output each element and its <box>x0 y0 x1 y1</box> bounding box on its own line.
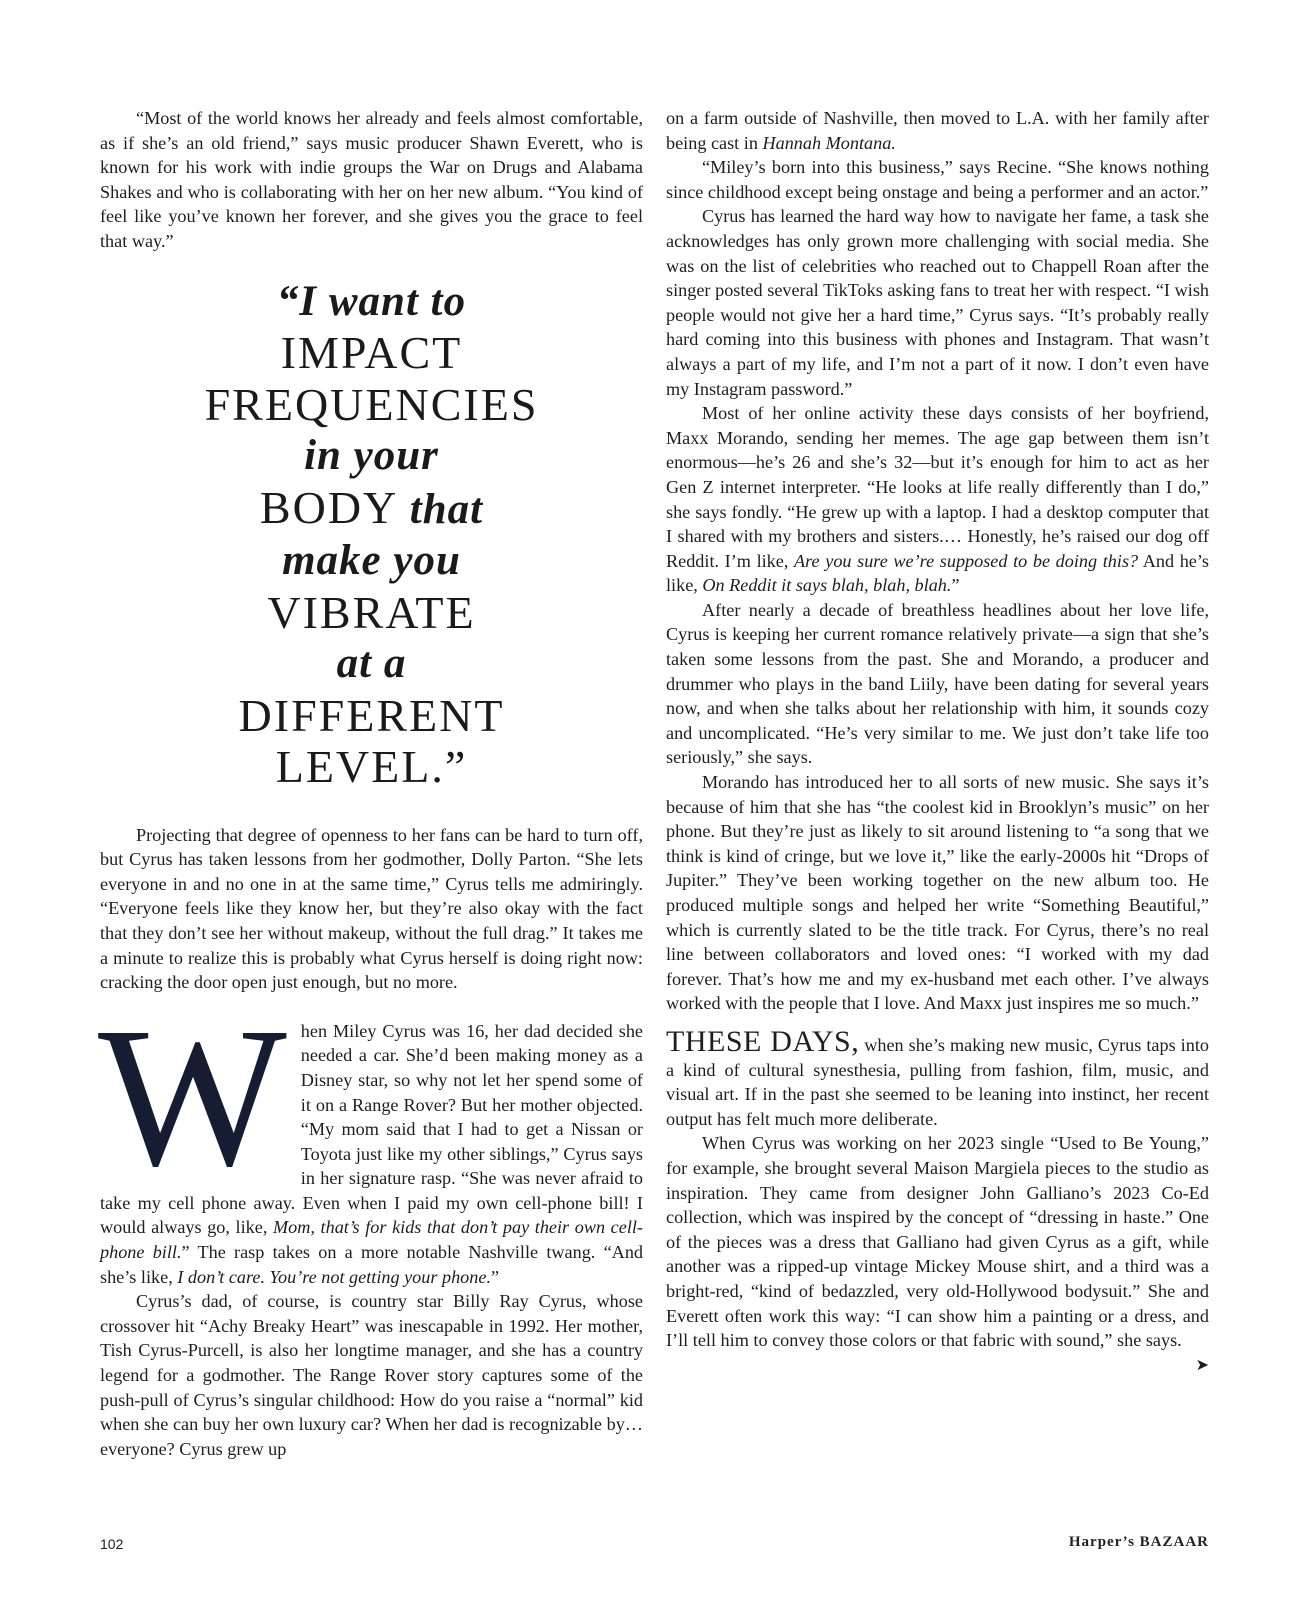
pull-quote-line-4: in your <box>304 432 439 480</box>
pull-quote-line-5b: that <box>409 485 484 533</box>
pull-quote-line-9: DIFFERENT <box>238 689 505 741</box>
section-range-rover <box>98 986 644 1290</box>
pull-quote-line-3: FREQUENCIES <box>204 378 539 430</box>
lede-caps: THESE DAYS, <box>666 1024 860 1058</box>
paragraph-billy-ray: Cyrus’s dad, of course, is country star Billy Ray Cyrus, whose crossover hit “Achy Breaky Heart” was inescapable in 1992. Her mother, Tish Cyrus-Purcell, is also her longtime manager, and she has a country legend for a godmother. The Range Rover story captures some of the push-pull of Cyrus’s singular childhood: How do you raise a “normal” kid when she can buy her own luxury car? When her dad is recognizable by…everyone? Cyrus grew up <box>100 1291 643 1459</box>
pull-quote-line-1: “I want to <box>276 277 467 325</box>
left-column <box>100 106 643 1461</box>
drop-cap: W <box>98 986 287 1208</box>
paragraph-margiela: When Cyrus was working on her 2023 single “Used to Be Young,” for example, she brought several Maison Margiela pieces to the studio as inspiration. They came from designer John Galliano’s 2023 Co-Ed collection, which was inspired by the concept of “dressing in haste.” One of the pieces was a dress that Galliano had given Cyrus as a gift, while another was a ripped-up vintage Mickey Mouse shirt, and a third was a bright-red, “kind of bedazzled, very old-Hollywood bodysuit.” She and Everett often work this way: “I can show him a painting or a dress, and I’ll tell him to convey those colors or that fabric with sound,” she says. ➤ <box>666 1131 1209 1352</box>
right-column <box>666 106 1209 1377</box>
paragraph-maxx-morando: Most of her online activity these days consists of her boyfriend, Maxx Morando, sending her memes. The age gap between them isn’t enormous—he’s 26 and she’s 32—but it’s enough for him to act as her Gen Z internet interpreter. “He looks at life really differently than I do,” she says fondly. “He grew up with a laptop. I had a desktop computer that I shared with my brothers and sisters.… Honestly, he’s raised our dog off Reddit. I’m like, Are you sure we’re supposed to be doing this? And he’s like, On Reddit it says blah, blah, blah.” <box>666 403 1210 596</box>
paragraph-these-days: THESE DAYS, when she’s making new music, Cyrus taps into a kind of cultural synesthesia, pulling from fashion, film, music, and visual art. If in the past she seemed to be leaning into instinct, her recent output has felt much more deliberate. <box>666 1024 1209 1129</box>
pull-quote-line-10: LEVEL.” <box>275 741 468 793</box>
paragraph-dolly-parton: Projecting that degree of openness to her fans can be hard to turn off, but Cyrus has taken lessons from her godmother, Dolly Parton. “She lets everyone in and no one in at the same time,” Cyrus tells me admiringly. “Everyone feels like they know her, but they’re also okay with the fact that they don’t see her without makeup, without the full drag.” It takes me a minute to realize this is probably what Cyrus herself is doing right now: cracking the door open just enough, but no more. <box>100 824 643 993</box>
pull-quote-line-7: VIBRATE <box>267 586 476 638</box>
magazine-logo: Harper’s BAZAAR <box>1068 1534 1209 1550</box>
pull-quote-line-5a: BODY <box>259 481 399 533</box>
pull-quote-line-2: IMPACT <box>280 327 463 379</box>
paragraph-recine: “Miley’s born into this business,” says Recine. “She knows nothing since childhood except being onstage and being a performer and an actor.” <box>666 157 1209 202</box>
paragraph-fame: Cyrus has learned the hard way how to navigate her fame, a task she acknowledges has only grown more challenging with social media. She was on the list of celebrities who reached out to Chappell Roan after the singer posted several TikToks asking fans to treat her with respect. “I wish people would not give her a hard time,” Cyrus says. “It’s probably really hard coming into this business with phones and Instagram. That wasn’t always a part of my life, and I’m not a part of it now. I don’t even have my Instagram password.” <box>666 206 1209 399</box>
pull-quote <box>100 276 643 793</box>
paragraph-nashville: on a farm outside of Nashville, then moved to L.A. with her family after being cast in Hannah Montana. <box>666 108 1209 153</box>
continue-arrow-icon: ➤ <box>1195 1354 1209 1374</box>
page-number: 102 <box>100 1536 124 1552</box>
paragraph-romance: After nearly a decade of breathless headlines about her love life, Cyrus is keeping her current romance relatively private—a sign that she’s taken some lessons from the past. She and Morando, a producer and drummer who plays in the band Liily, have been dating for several years now, and when she talks about her relationship with him, it sounds cozy and uncomplicated. “He’s very similar to me. We just don’t take life too seriously,” she says. <box>666 599 1209 768</box>
paragraph-new-music: Morando has introduced her to all sorts of new music. She says it’s because of him that she has “the coolest kid in Brooklyn’s music” on her phone. But they’re just as likely to sit around listening to “a song that we think is kind of cringe, but we love it,” like the early-2000s hit “Drops of Jupiter.” They’ve been working together on the new album too. He produced multiple songs and helped her write “Something Beautiful,” which is currently slated to be the title track. For Cyrus, there’s no real line between collaborators and loved ones: “I worked with my dad forever. That’s how me and my ex-husband met each other. I’ve always worked with the people that I love. And Maxx just inspires me so much.” <box>666 772 1209 1014</box>
pull-quote-line-8: at a <box>336 640 407 688</box>
paragraph-everett-quote: “Most of the world knows her already and feels almost comfortable, as if she’s an old friend,” says music producer Shawn Everett, who is known for his work with indie groups the War on Drugs and Alabama Shakes and who is collaborating with her on her new album. “You kind of feel like you’ve known her forever, and she gives you the grace to feel that way.” <box>100 108 643 251</box>
pull-quote-line-6: make you <box>282 537 461 585</box>
paragraph-range-rover: hen Miley Cyrus was 16, her dad decided she needed a car. She’d been making money as a Disney star, so why not let her spend some of it on a Range Rover? But her mother objected. “My mom said that I had to get a Nissan or Toyota just like my other siblings,” Cyrus says in her signature rasp. “She was never afraid to take my cell phone away. Even when I paid my own cell-phone bill! I would always go, like, Mom, that’s for kids that don’t pay their own cell-phone bill.” The rasp takes on a more notable Nashville twang. “And she’s like, I don’t care. You’re not getting your phone.” <box>100 1020 644 1287</box>
